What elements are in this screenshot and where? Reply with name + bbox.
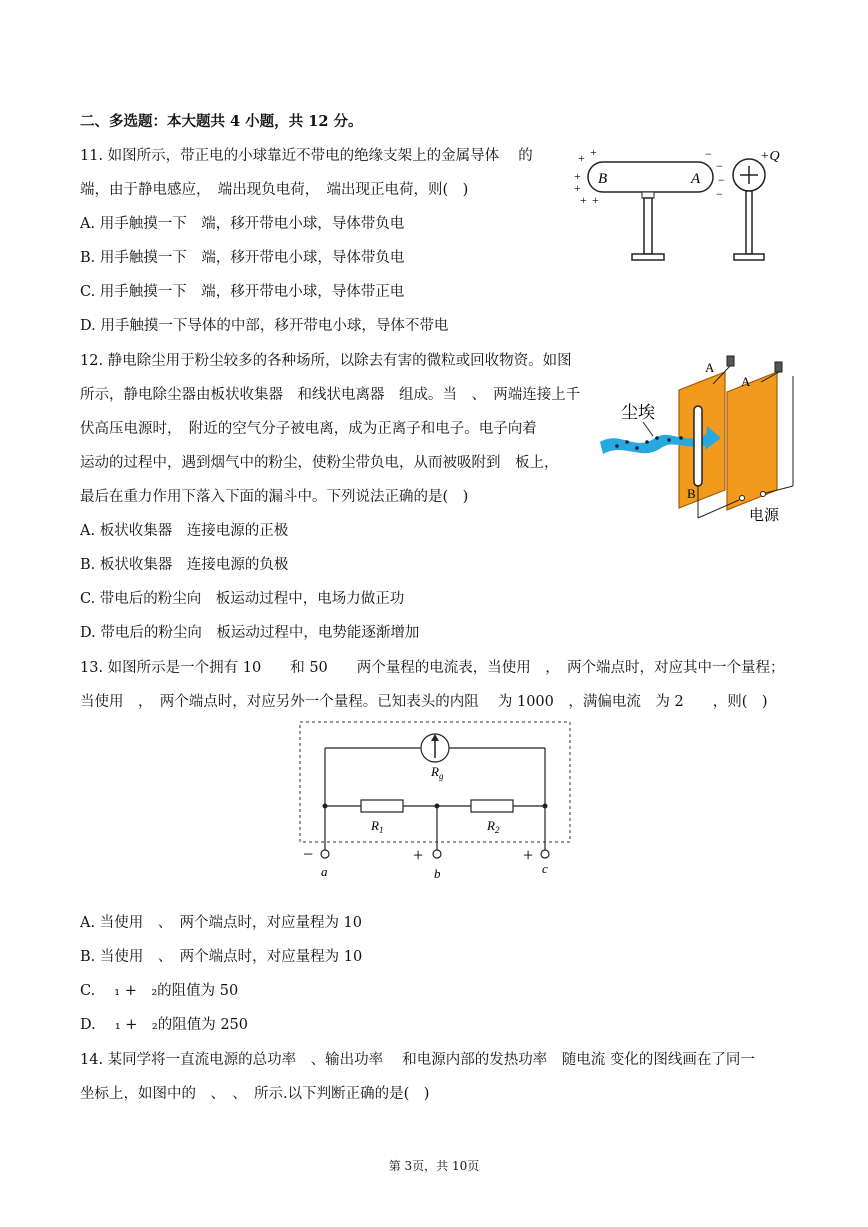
q12-figure [595, 350, 805, 530]
q11-label-b: B [598, 171, 608, 187]
q13-r1-label: $R_1$ [371, 818, 384, 835]
q11-option-d: D. 用手触摸一下导体的中部，移开带电小球，导体不带电 [80, 318, 449, 334]
q11-stem-line1: 11. 如图所示，带正电的小球靠近不带电的绝缘支架上的金属导体 的 [80, 148, 533, 164]
q14-stem-line1: 14. 某同学将一直流电源的总功率 、输出功率 和电源内部的发热功率 随电流 变化的图线画在了同一 [80, 1052, 755, 1068]
q12-stem-line1: 12. 静电除尘用于粉尘较多的各种场所，以除去有害的微粒或回收物资。如图 [80, 353, 572, 369]
q13-option-a: A. 当使用 、 两个端点时，对应量程为 10 [80, 915, 362, 931]
q13-term-b: b [434, 866, 441, 881]
q13-stem-line1: 13. 如图所示是一个拥有 10 和 50 两个量程的电流表，当使用 ， 两个端点时，对应其中一个量程； [80, 660, 785, 676]
q13-stem-line2: 当使用 ， 两个端点时，对应另外一个量程。已知表头的内阻 为 1000 ，满偏电流 为 2 ，则( ) [80, 694, 768, 710]
q13-option-b: B. 当使用 、 两个端点时，对应量程为 10 [80, 949, 363, 965]
q11-charge-label: +Q [760, 149, 780, 164]
q13-sign-a: − [303, 844, 314, 864]
q13-sign-b: + [413, 845, 424, 865]
q13-term-c: c [542, 861, 548, 876]
q11-option-b: B. 用手触摸一下 端，移开带电小球，导体带负电 [80, 250, 405, 266]
svg-text:+: + [580, 193, 587, 207]
q12-label-a1: A [705, 360, 715, 375]
section-header: 二、多选题：本大题共 4 小题，共 12 分。 [80, 113, 363, 130]
svg-text:+: + [578, 151, 585, 165]
q12-label-b: B [687, 486, 696, 501]
q12-label-a2: A [741, 374, 751, 389]
svg-text:−: − [716, 159, 723, 173]
q13-sign-c: + [523, 845, 534, 865]
q12-stem-line2: 所示，静电除尘器由板状收集器 和线状电离器 组成。当 、 两端连接上千 [80, 387, 581, 403]
svg-text:+: + [592, 193, 599, 207]
q12-stem-line3: 伏高压电源时， 附近的空气分子被电离，成为正离子和电子。电子向着 [80, 421, 537, 437]
q11-stem-line2: 端，由于静电感应， 端出现负电荷， 端出现正电荷，则( ) [80, 182, 469, 198]
q12-stem-line5: 最后在重力作用下落入下面的漏斗中。下列说法正确的是( ) [80, 489, 469, 505]
q12-option-b: B. 板状收集器 连接电源的负极 [80, 557, 289, 573]
svg-text:+: + [590, 145, 597, 159]
svg-text:+: + [574, 181, 581, 195]
svg-text:−: − [705, 147, 712, 161]
svg-text:−: − [718, 173, 725, 187]
svg-text:+: + [574, 169, 581, 183]
svg-text:−: − [716, 187, 723, 201]
page-footer: 第 3页，共 10页 [388, 1159, 480, 1173]
q12-option-c: C. 带电后的粉尘向 板运动过程中，电场力做正功 [80, 591, 405, 607]
q11-option-a: A. 用手触摸一下 端，移开带电小球，导体带负电 [80, 216, 405, 232]
q11-option-c: C. 用手触摸一下 端，移开带电小球，导体带正电 [80, 284, 405, 300]
q13-option-c: C. ₁ + ₂的阻值为 50 [80, 983, 239, 999]
q13-circuit-figure [295, 718, 580, 883]
q12-option-d: D. 带电后的粉尘向 板运动过程中，电势能逐渐增加 [80, 625, 420, 641]
q12-dust-label: 尘埃 [621, 403, 655, 422]
q11-label-a: A [691, 171, 701, 187]
q12-power-label: 电源 [749, 508, 780, 524]
q13-rg-label: $R_g$ [431, 764, 444, 781]
q13-option-d: D. ₁ + ₂的阻值为 250 [80, 1017, 248, 1033]
q14-stem-line2: 坐标上，如图中的 、 、 所示.以下判断正确的是( ) [80, 1086, 430, 1102]
q12-stem-line4: 运动的过程中，遇到烟气中的粉尘，使粉尘带负电，从而被吸附到 板上， [80, 455, 559, 471]
q12-option-a: A. 板状收集器 连接电源的正极 [80, 523, 289, 539]
q11-figure [568, 140, 798, 270]
q13-term-a: a [321, 864, 328, 879]
q13-r2-label: $R_2$ [487, 818, 500, 835]
